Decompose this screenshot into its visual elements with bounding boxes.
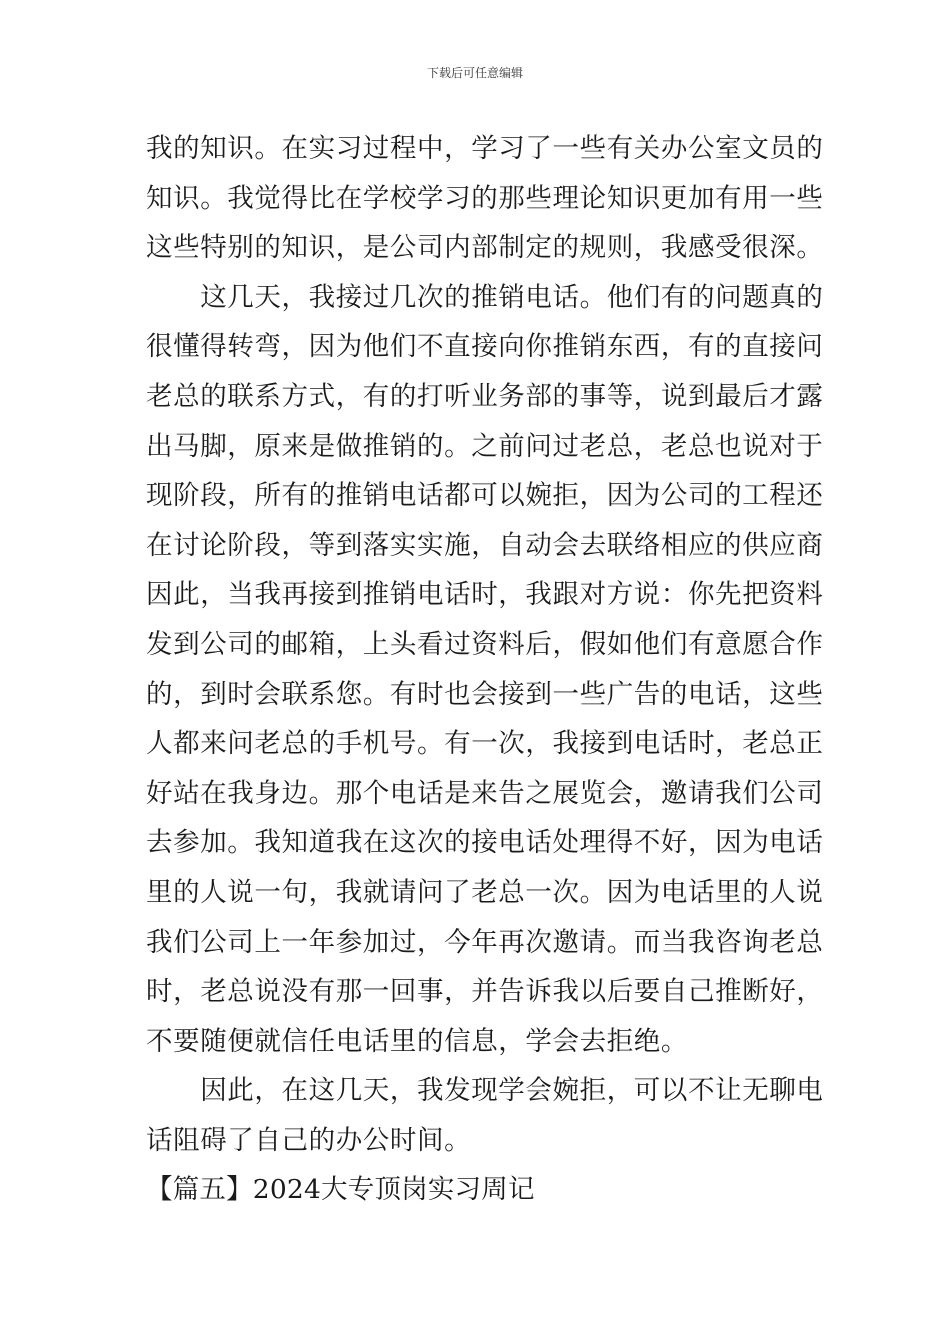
paragraph-3	[146, 1066, 824, 1165]
text-line: 在讨论阶段，等到落实实施，自动会去联络相应的供应商	[146, 529, 824, 561]
text-line: 话阻碍了自己的办公时间。	[146, 1124, 472, 1156]
paragraph-2	[146, 273, 824, 1067]
text-line: 因此，在这几天，我发现学会婉拒，可以不让无聊电	[146, 1075, 824, 1107]
text-line: 出马脚，原来是做推销的。之前问过老总，老总也说对于	[146, 430, 824, 462]
text-line: 老总的联系方式，有的打听业务部的事等，说到最后才露	[146, 380, 824, 412]
text-line: 我的知识。在实习过程中，学习了一些有关办公室文员的	[146, 133, 824, 164]
text-line: 现阶段，所有的推销电话都可以婉拒，因为公司的工程还	[146, 480, 824, 512]
text-line: 发到公司的邮箱，上头看过资料后，假如他们有意愿合作	[146, 628, 824, 660]
text-line: 这几天，我接过几次的推销电话。他们有的问题真的	[146, 281, 824, 313]
section-heading: 【篇五】2024大专顶岗实习周记	[146, 1174, 535, 1206]
document-body	[146, 124, 824, 1215]
text-line: 里的人说一句，我就请问了老总一次。因为电话里的人说	[146, 876, 824, 908]
text-line: 知识。我觉得比在学校学习的那些理论知识更加有用一些	[146, 182, 824, 214]
text-line: 这些特别的知识，是公司内部制定的规则，我感受很深。	[146, 232, 824, 264]
text-line: 人都来问老总的手机号。有一次，我接到电话时，老总正	[146, 728, 824, 760]
text-line: 因此，当我再接到推销电话时，我跟对方说：你先把资料	[146, 579, 824, 611]
text-line: 好站在我身边。那个电话是来告之展览会，邀请我们公司	[146, 777, 824, 809]
text-line: 不要随便就信任电话里的信息，学会去拒绝。	[146, 1025, 688, 1057]
text-line: 的，到时会联系您。有时也会接到一些广告的电话，这些	[146, 678, 824, 710]
page-header: 下载后可任意编辑	[426, 66, 523, 80]
text-line: 很懂得转弯，因为他们不直接向你推销东西，有的直接问	[146, 331, 824, 363]
text-line: 时，老总说没有那一回事，并告诉我以后要自己推断好，	[146, 976, 824, 1008]
text-line: 我们公司上一年参加过，今年再次邀请。而当我咨询老总	[146, 926, 824, 958]
paragraph-1	[146, 124, 824, 273]
text-line: 去参加。我知道我在这次的接电话处理得不好，因为电话	[146, 827, 824, 859]
